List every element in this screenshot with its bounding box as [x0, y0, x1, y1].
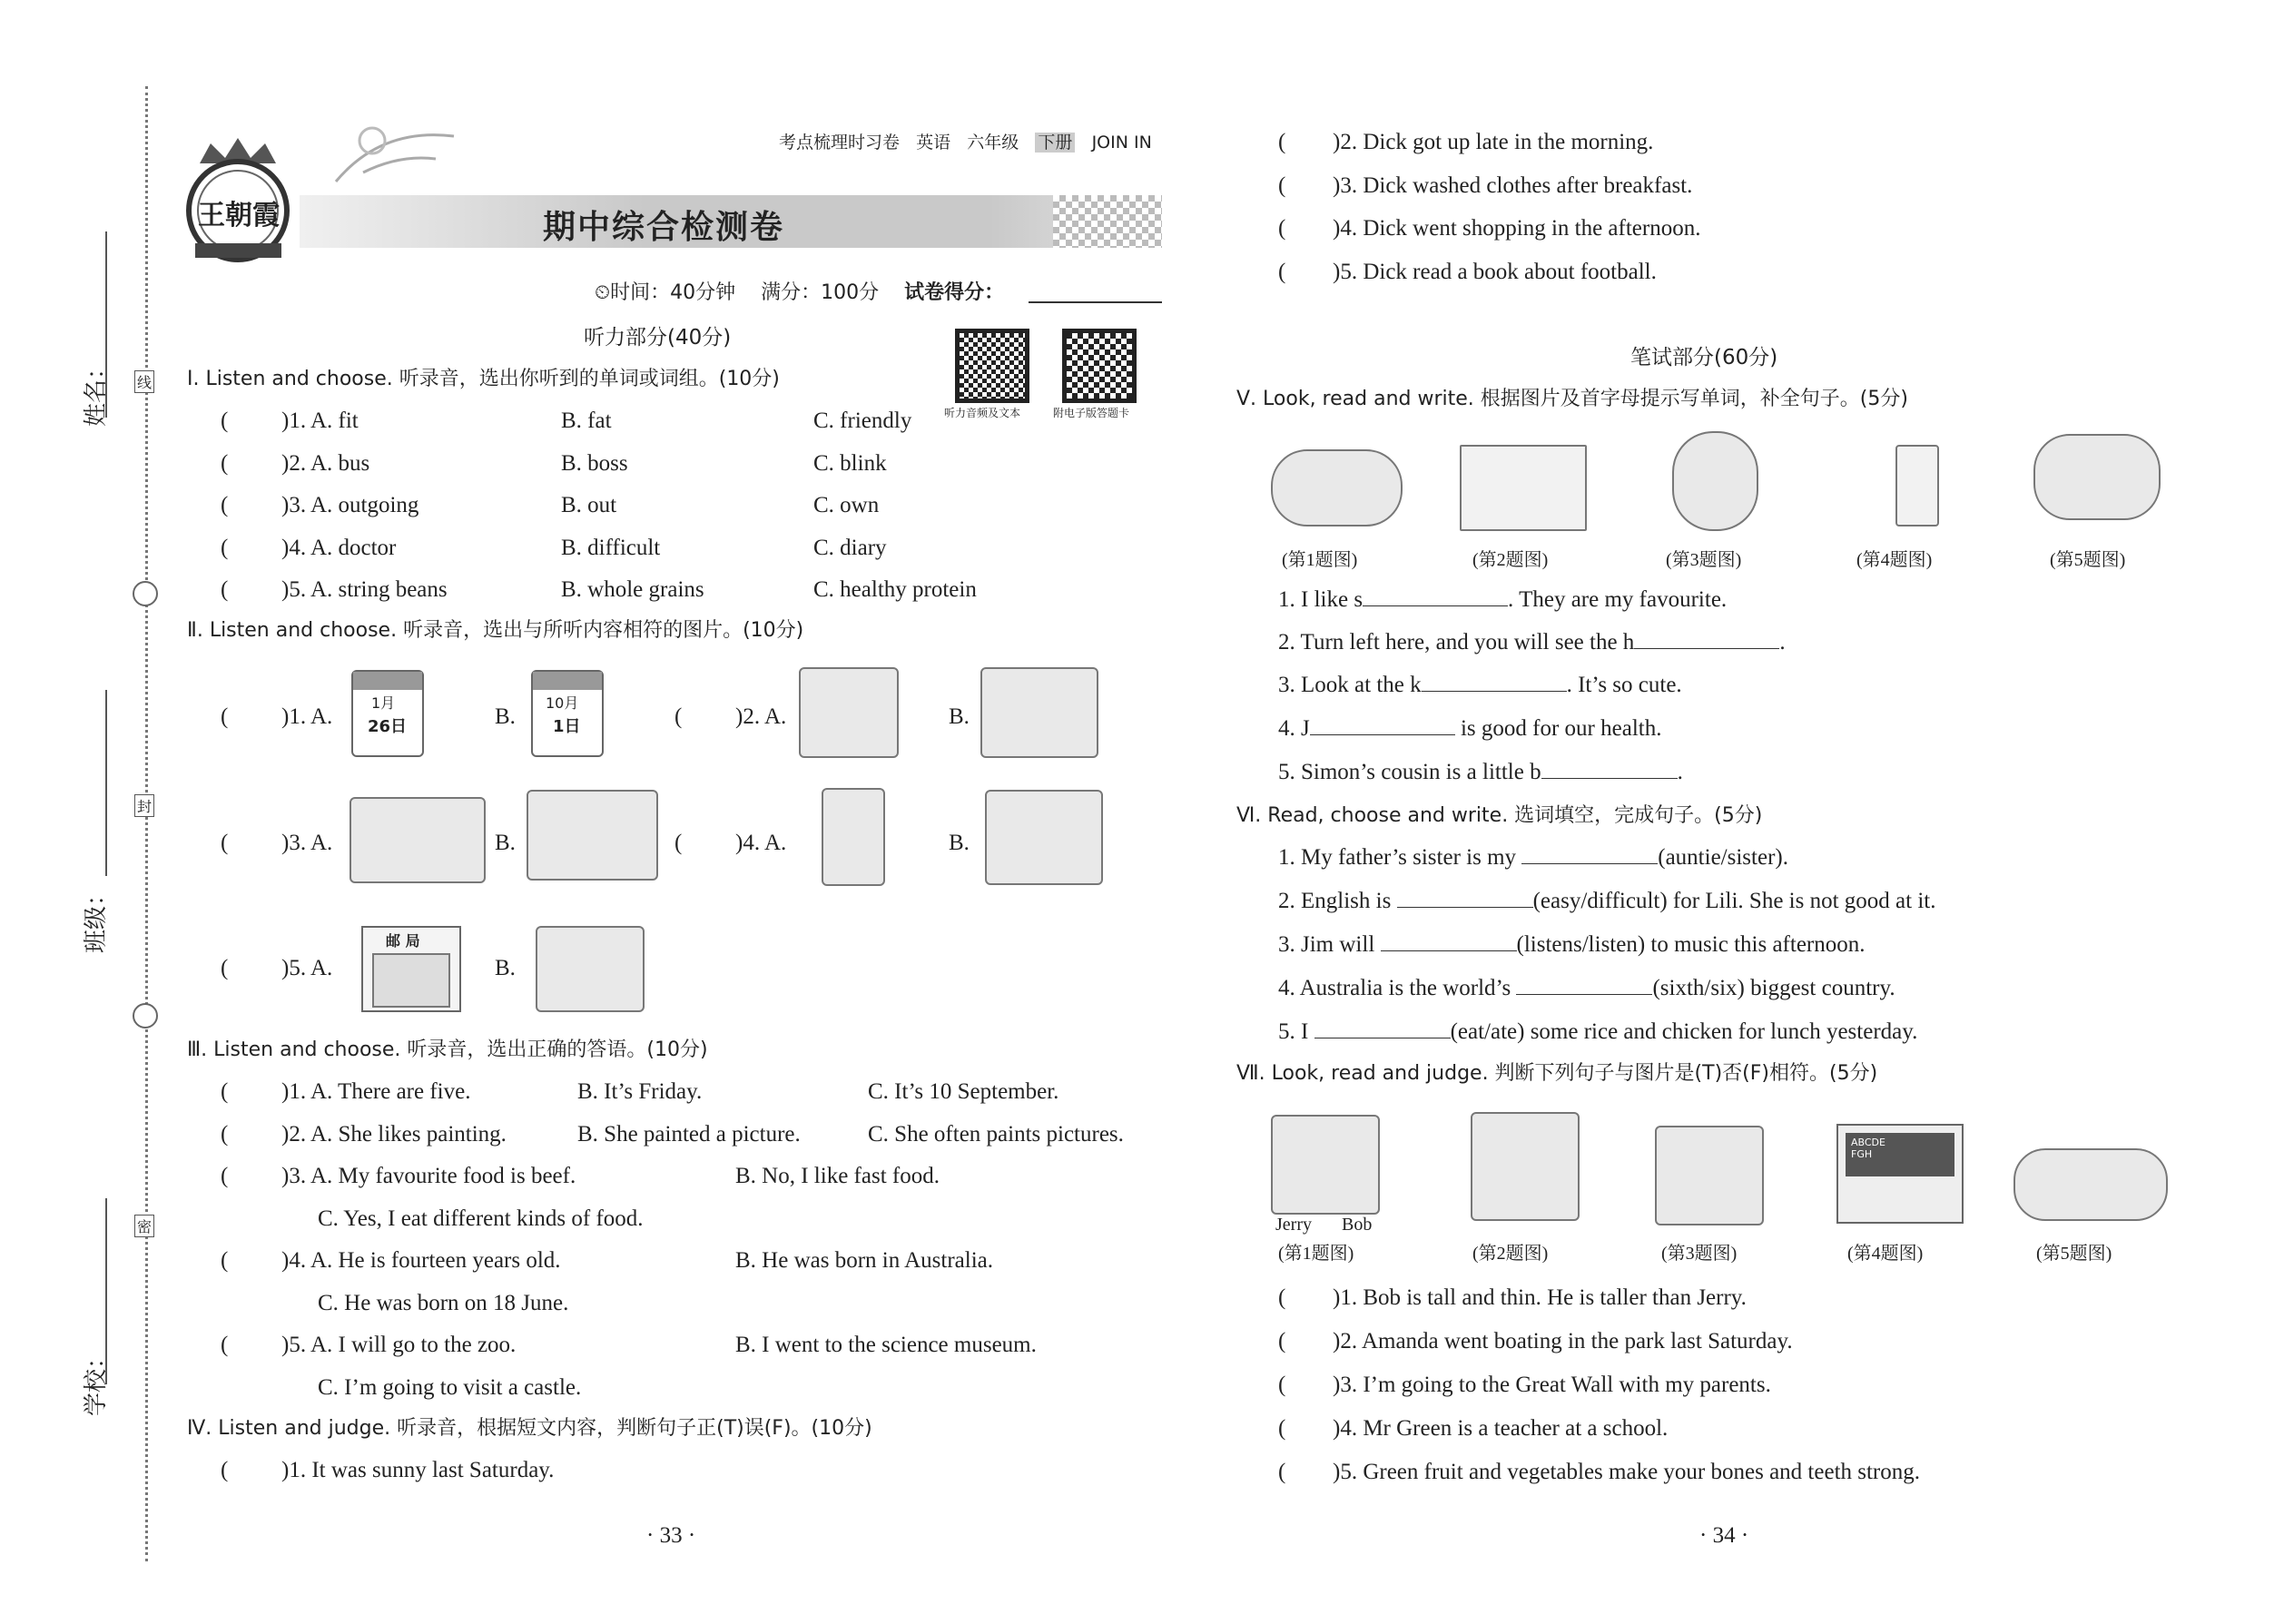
answer-bracket[interactable]: (	[221, 408, 229, 433]
option-b: B. boss	[561, 451, 628, 476]
fill-sentence: 4. J is good for our health.	[1278, 716, 1662, 741]
binding-dotted-line	[145, 86, 148, 1561]
hospital-picture	[1460, 445, 1587, 531]
option-b: B. It’s Friday.	[577, 1079, 703, 1104]
option-a: )5. A. I will go to the zoo.	[281, 1333, 517, 1357]
juice-picture	[1895, 445, 1939, 527]
option-a: )3. A. My favourite food is beef.	[281, 1164, 576, 1188]
judge-item: )2. Amanda went boating in the park last Saturday.	[1333, 1329, 1793, 1353]
computer-desk-picture	[985, 790, 1103, 885]
answer-bracket[interactable]: (	[1278, 260, 1286, 284]
answer-blank[interactable]	[1422, 691, 1567, 692]
option-label: B.	[949, 704, 970, 729]
answer-blank[interactable]	[1516, 994, 1652, 995]
boating-picture	[350, 797, 486, 883]
banner-checker	[1053, 195, 1162, 248]
answer-bracket[interactable]: (	[221, 956, 229, 980]
answer-bracket[interactable]: (	[221, 1122, 229, 1147]
qr-caption-audio: 听力音频及文本	[944, 407, 1021, 419]
boys-height-picture	[1271, 1115, 1380, 1215]
class-label: 班级：	[83, 881, 110, 953]
answer-bracket[interactable]: (	[221, 1333, 229, 1357]
scissors-icon	[133, 581, 158, 606]
answer-blank[interactable]	[1310, 734, 1455, 735]
figure-caption: (第3题图)	[1661, 1244, 1738, 1264]
calendar-jan-26: 1月 26日	[351, 670, 424, 757]
bob-label: Bob	[1342, 1215, 1373, 1235]
strawberries-picture	[1271, 449, 1403, 527]
brand-logo	[182, 136, 295, 263]
figure-caption: (第3题图)	[1666, 550, 1742, 570]
exam-info: ⏲时间：40分钟 满分：100分 试卷得分：	[595, 281, 1005, 304]
basketball-picture	[799, 667, 899, 758]
figure-caption: (第5题图)	[2050, 550, 2126, 570]
family-street-picture	[1655, 1126, 1764, 1225]
qr-code-audio[interactable]	[955, 329, 1029, 403]
writing-heading: 笔试部分(60分)	[1630, 346, 1778, 369]
figure-caption: (第2题图)	[1472, 550, 1549, 570]
fill-sentence: 1. I like s . They are my favourite.	[1278, 587, 1728, 612]
answer-bracket[interactable]: (	[221, 1164, 229, 1188]
judge-item: )1. It was sunny last Saturday.	[281, 1458, 555, 1482]
judge-item: )5. Dick read a book about football.	[1333, 260, 1657, 284]
option-c: C. own	[813, 493, 880, 517]
option-c: C. It’s 10 September.	[868, 1079, 1059, 1104]
ribbon-decoration	[327, 118, 463, 191]
qr-caption-answer: 附电子版答题卡	[1053, 407, 1130, 419]
figure-caption: (第4题图)	[1856, 550, 1933, 570]
calendar-oct-1: 10月 1日	[531, 670, 604, 757]
fill-sentence: 2. English is (easy/difficult) for Lili. She is not good at it.	[1278, 889, 1936, 913]
answer-blank[interactable]	[1397, 907, 1533, 908]
class-blank-line	[105, 690, 107, 876]
figure-caption: (第5题图)	[2036, 1244, 2112, 1264]
option-b: B. I went to the science museum.	[735, 1333, 1037, 1357]
orange-carrot-picture	[2013, 1148, 2168, 1221]
page-number-left: · 33 ·	[646, 1523, 696, 1548]
fill-sentence: 5. Simon’s cousin is a little b .	[1278, 760, 1683, 784]
fill-sentence: 1. My father’s sister is my (auntie/sister).	[1278, 845, 1788, 870]
fill-sentence: 5. I (eat/ate) some rice and chicken for lunch yesterday.	[1278, 1019, 1918, 1044]
option-a: )2. A. She likes painting.	[281, 1122, 507, 1147]
option-c: C. diary	[813, 536, 887, 560]
answer-blank[interactable]	[1521, 863, 1658, 864]
option-c: C. friendly	[813, 408, 912, 433]
section-2-title: Ⅱ. Listen and choose. 听录音，选出与所听内容相符的图片。(10分)	[187, 619, 804, 642]
option-a: )3. A. outgoing	[281, 493, 419, 517]
section-6-title: Ⅵ. Read, choose and write. 选词填空，完成句子。(5分)	[1236, 804, 1763, 827]
ping-pong-picture	[980, 667, 1098, 758]
kite-picture	[1471, 1112, 1580, 1221]
answer-blank[interactable]	[1363, 605, 1508, 606]
section-1-title: Ⅰ. Listen and choose. 听录音，选出你听到的单词或词组。(10分)	[187, 368, 780, 390]
option-a: )1. A. fit	[281, 408, 359, 433]
answer-bracket[interactable]: (	[221, 493, 229, 517]
answer-bracket[interactable]: (	[1278, 216, 1286, 241]
fill-sentence: 3. Look at the k . It’s so cute.	[1278, 673, 1682, 697]
option-b: B. out	[561, 493, 617, 517]
option-label: )4. A.	[735, 831, 787, 855]
section-3-title: Ⅲ. Listen and choose. 听录音，选出正确的答语。(10分)	[187, 1038, 708, 1061]
option-c: C. I’m going to visit a castle.	[318, 1375, 582, 1400]
option-label: B.	[495, 831, 516, 855]
logo-text: 王朝霞	[198, 200, 280, 231]
answer-bracket[interactable]: (	[221, 536, 229, 560]
option-c: C. blink	[813, 451, 887, 476]
option-c: C. She often paints pictures.	[868, 1122, 1124, 1147]
answer-bracket[interactable]: (	[221, 1458, 229, 1482]
koala-picture	[1672, 431, 1758, 531]
page-title: 期中综合检测卷	[543, 209, 785, 246]
boy-thinking-picture	[822, 788, 885, 886]
answer-bracket[interactable]: (	[221, 1248, 229, 1273]
option-label: B.	[495, 704, 516, 729]
answer-bracket[interactable]: (	[674, 831, 683, 855]
binding-margin	[0, 0, 172, 1624]
score-field[interactable]	[1029, 301, 1162, 303]
answer-blank[interactable]	[1634, 648, 1779, 649]
answer-bracket[interactable]: (	[1278, 1285, 1286, 1310]
answer-bracket[interactable]: (	[221, 1079, 229, 1104]
option-c: C. Yes, I eat different kinds of food.	[318, 1206, 644, 1231]
option-c: C. healthy protein	[813, 577, 977, 602]
answer-bracket[interactable]: (	[221, 451, 229, 476]
answer-bracket[interactable]: (	[221, 704, 229, 729]
option-c: C. He was born on 18 June.	[318, 1291, 569, 1315]
jerry-label: Jerry	[1275, 1215, 1312, 1235]
post-office-picture: 邮 局	[361, 926, 461, 1012]
option-a: )5. A. string beans	[281, 577, 448, 602]
option-a: )1. A. There are five.	[281, 1079, 471, 1104]
option-b: B. whole grains	[561, 577, 704, 602]
answer-blank[interactable]	[1381, 950, 1517, 951]
page-number-right: · 34 ·	[1699, 1523, 1749, 1548]
option-b: B. difficult	[561, 536, 661, 560]
option-b: B. He was born in Australia.	[735, 1248, 993, 1273]
option-a: )2. A. bus	[281, 451, 370, 476]
answer-bracket[interactable]: (	[1278, 1373, 1286, 1397]
judge-item: )3. Dick washed clothes after breakfast.	[1333, 173, 1693, 198]
answer-bracket[interactable]: (	[674, 704, 683, 729]
baby-picture	[2033, 434, 2161, 520]
answer-blank[interactable]	[1541, 778, 1678, 779]
judge-item: )2. Dick got up late in the morning.	[1333, 130, 1654, 154]
option-label: B.	[495, 956, 516, 980]
option-label: B.	[949, 831, 970, 855]
judge-item: )3. I’m going to the Great Wall with my parents.	[1333, 1373, 1771, 1397]
option-b: B. No, I like fast food.	[735, 1164, 940, 1188]
judge-item: )4. Mr Green is a teacher at a school.	[1333, 1416, 1669, 1441]
judge-item: )1. Bob is tall and thin. He is taller than Jerry.	[1333, 1285, 1747, 1310]
header-series: 考点梳理时习卷 英语 六年级 下册 JOIN IN	[779, 133, 1152, 153]
figure-caption: (第1题图)	[1278, 1244, 1354, 1264]
answer-bracket[interactable]: (	[1278, 173, 1286, 198]
fill-sentence: 2. Turn left here, and you will see the h .	[1278, 630, 1786, 655]
binding-mi: 密	[134, 1215, 154, 1237]
answer-bracket[interactable]: (	[221, 577, 229, 602]
binding-feng: 封	[134, 794, 154, 817]
school-label: 学校：	[83, 1344, 110, 1416]
fill-sentence: 3. Jim will (listens/listen) to music this afternoon.	[1278, 932, 1866, 957]
option-b: B. fat	[561, 408, 612, 433]
classroom-picture: ABCDE FGH	[1836, 1124, 1964, 1224]
judge-item: )5. Green fruit and vegetables make your bones and teeth strong.	[1333, 1460, 1921, 1484]
bookstore-picture	[536, 926, 645, 1012]
answer-bracket[interactable]: (	[1278, 1460, 1286, 1484]
section-4-title: Ⅳ. Listen and judge. 听录音，根据短文内容，判断句子正(T)误(F)。(10分)	[187, 1417, 872, 1440]
option-label: )2. A.	[735, 704, 787, 729]
name-label: 姓名：	[83, 355, 110, 427]
answer-bracket[interactable]: (	[1278, 1329, 1286, 1353]
binding-xian: 线	[134, 370, 154, 393]
option-a: )4. A. doctor	[281, 536, 397, 560]
qr-code-answer[interactable]	[1062, 329, 1137, 403]
option-a: )4. A. He is fourteen years old.	[281, 1248, 561, 1273]
section-5-title: Ⅴ. Look, read and write. 根据图片及首字母提示写单词，补全句子。(5分)	[1236, 388, 1908, 410]
scissors-icon	[133, 1003, 158, 1029]
option-label: )5. A.	[281, 956, 333, 980]
option-label: )3. A.	[281, 831, 333, 855]
section-7-title: Ⅶ. Look, read and judge. 判断下列句子与图片是(T)否(F)相符。(5分)	[1236, 1062, 1878, 1085]
figure-caption: (第4题图)	[1847, 1244, 1924, 1264]
option-label: )1. A.	[281, 704, 333, 729]
cinema-picture	[527, 790, 658, 881]
answer-bracket[interactable]: (	[1278, 1416, 1286, 1441]
option-b: B. She painted a picture.	[577, 1122, 801, 1147]
figure-caption: (第1题图)	[1282, 550, 1358, 570]
answer-bracket[interactable]: (	[1278, 130, 1286, 154]
listening-heading: 听力部分(40分)	[584, 326, 732, 349]
judge-item: )4. Dick went shopping in the afternoon.	[1333, 216, 1701, 241]
answer-bracket[interactable]: (	[221, 831, 229, 855]
figure-caption: (第2题图)	[1472, 1244, 1549, 1264]
fill-sentence: 4. Australia is the world’s (sixth/six) biggest country.	[1278, 976, 1895, 1000]
